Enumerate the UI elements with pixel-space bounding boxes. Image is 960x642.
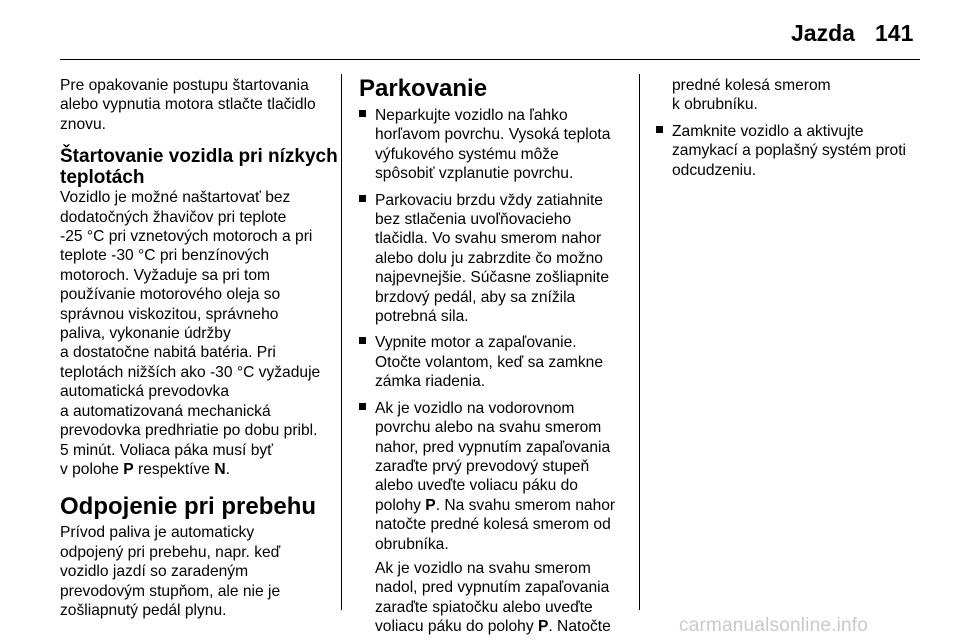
- watermark: carmanualsonline.info: [679, 615, 869, 636]
- column-1: [60, 76, 338, 620]
- bullet-icon: [359, 403, 366, 410]
- fuel-cutoff-paragraph: Prívod paliva je automaticky odpojený pri prebehu, napr. keď vozidlo jazdí so zaradeným prevodovým stupňom, ale nie je zošliapnutý pedál plynu.: [60, 524, 281, 619]
- list-item: Neparkujte vozidlo na ľahko horľavom povrchu. Vysoká teplota výfukového systému môže spôsobiť vzplanutie povrchu.: [359, 106, 629, 184]
- list-item: Vypnite motor a zapaľovanie. Otočte volantom, keď sa zamkne zámka riadenia.: [359, 333, 629, 391]
- heading-fuel-cutoff: Odpojenie pri prebehu: [60, 493, 317, 521]
- bullet-icon: [359, 337, 366, 344]
- cold-start-paragraph: Vozidlo je možné naštartovať bez dodatočných žhavičov pri teplote -25 °C pri vznetových motoroch a pri teplote -30 °C pri benzínových motoroch. Vyžaduje sa pri tom používanie motorového oleja so správnou viskozitou, správneho paliva, vykonanie údržby a dostatočne nabitá batéria. Pri teplotách nižších ako -30 °C vyžaduje automatická prevodovka a automatizovaná mechanická prevodovka predhriatie po dobu pribl. 5 minút. Voliaca páka musí byť v polohe P respektíve N.: [60, 189, 321, 478]
- heading-parking: Parkovanie: [359, 75, 488, 102]
- continued-paragraph: predné kolesá smerom k obrubníku.: [672, 77, 831, 114]
- column-2: [359, 76, 629, 637]
- parking-list-continued: [656, 122, 921, 180]
- list-item: Zamknite vozidlo a aktivujte zamykací a poplašný systém proti odcudzeniu.: [656, 122, 921, 180]
- bullet-icon: [359, 110, 366, 117]
- heading-cold-start: Štartovanie vozidla pri nízkych teplotách: [60, 146, 338, 189]
- list-item: Parkovaciu brzdu vždy zatiahnite bez stlačenia uvoľňovacieho tlačidla. Vo svahu smerom nahor alebo dolu ju zabrzdite čo možno najpevnejšie. Súčasne zošliapnite brzdový pedál, aby sa znížila potrebná sila.: [359, 191, 629, 327]
- column-3: [656, 76, 921, 187]
- bullet-icon: [359, 195, 366, 202]
- column-divider-1: [341, 74, 342, 610]
- list-item: Ak je vozidlo na vodorovnom povrchu alebo na svahu smerom nahor, pred vypnutím zapaľovania zaraďte prvý prevodový stupeň alebo uveďte voliacu páku do polohy P. Na svahu smerom nahor natočte predné kolesá smerom od obrubníka.: [359, 399, 629, 554]
- page-header-title: Jazda: [791, 20, 855, 46]
- page-number: 141: [875, 20, 914, 46]
- intro-paragraph: Pre opakovanie postupu štartovania alebo vypnutia motora stlačte tlačidlo znovu.: [60, 77, 316, 133]
- bullet-icon: [656, 126, 663, 133]
- parking-list: [359, 106, 629, 554]
- downhill-paragraph: Ak je vozidlo na svahu smerom nadol, pred vypnutím zapaľovania zaraďte spiatočku alebo uveďte voliacu páku do polohy P. Natočte: [375, 559, 611, 636]
- header-rule: [60, 59, 920, 60]
- column-divider-2: [639, 74, 640, 610]
